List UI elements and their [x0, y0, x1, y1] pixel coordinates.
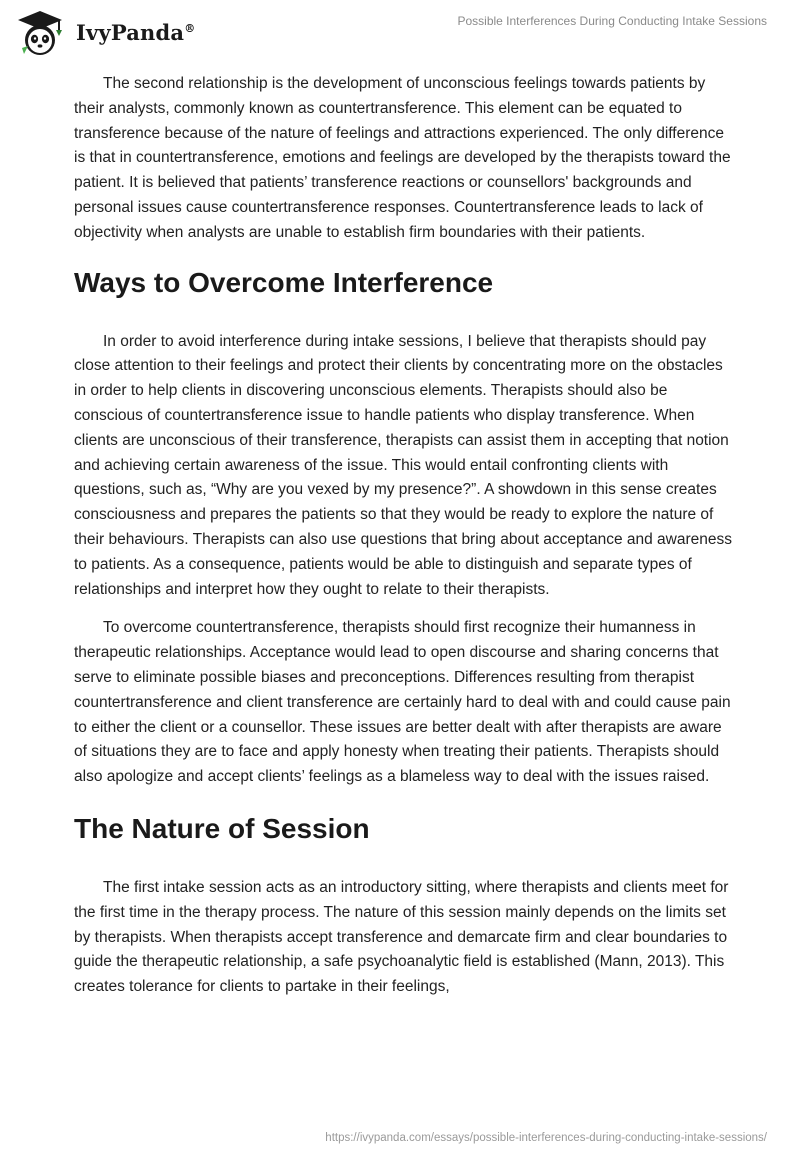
paragraph-first-intake-session: The first intake session acts as an introductory sitting, where therapists and clients meet for the first time in the therapy process. The nature of this session mainly depends on the limits set by therapists. When therapists accept transference and demarcate firm and clear boundaries to guide the therapeutic relationship, a safe psychoanalytic field is established (Mann, 2013). This creates tolerance for clients to partake in their feelings,: [74, 878, 729, 996]
paragraph-avoid-interference: In order to avoid interference during intake sessions, I believe that therapists should pay close attention to their feelings and protect their clients by concentrating more on the obstacles in order to help clients in discovering unconscious elements. Therapists should also be conscious of countertransference issue to handle patients who display transference. When clients are unconscious of their transference, therapists can assist them in accepting that notion and achieving certain awareness of the issue. This would entail confronting clients with questions, such as, “Why are you vexed by my presence?”. A showdown in this sense creates consciousness and prepares the patients so that they would be ready to explore the nature of their behaviours. Therapists can also use questions that bring about acceptance and awareness to patients. As a consequence, patients would be able to distinguish and separate types of relationships and interpret how they ought to relate to their therapists.: [74, 332, 733, 598]
paragraph-overcome-countertransference: To overcome countertransference, therapists should first recognize their humanness in therapeutic relationships. Acceptance would lead to open discourse and sharing concerns that serve to eliminate possible biases and preconceptions. Differences resulting from therapist countertransference and client transference are certainly hard to deal with and could cause pain to either the client or a counsellor. These issues are better dealt with after therapists are aware of situations they are to face and apply honesty when treating their patients. Therapists should also apologize and accept clients’ feelings as a blameless way to deal with the issues raised.: [74, 619, 731, 786]
source-url[interactable]: https://ivypanda.com/essays/possible-interferences-during-conducting-intake-sessions/: [325, 1132, 767, 1144]
ivypanda-logo[interactable]: [14, 8, 214, 58]
paragraph-countertransference: The second relationship is the development of unconscious feelings towards patients by their analysts, commonly known as countertransference. This element can be equated to transference because of the nature of feelings and attractions experienced. The only difference is that in countertransference, emotions and feelings are developed by the therapists toward the patient. It is believed that patients’ transference reactions or counsellors' backgrounds and personal issues cause countertransference responses. Countertransference leads to lack of objectivity when analysts are unable to establish firm boundaries with their patients.: [74, 75, 731, 241]
logo-wordmark: IvyPanda®: [76, 20, 196, 45]
heading-nature-of-session: The Nature of Session: [74, 812, 370, 844]
panda-graduate-icon: [14, 8, 70, 58]
heading-ways-to-overcome: Ways to Overcome Interference: [74, 266, 494, 298]
page-header: [0, 0, 800, 64]
essay-body: [74, 72, 734, 1014]
document-title: Possible Interferences During Conducting Intake Sessions: [457, 14, 767, 28]
